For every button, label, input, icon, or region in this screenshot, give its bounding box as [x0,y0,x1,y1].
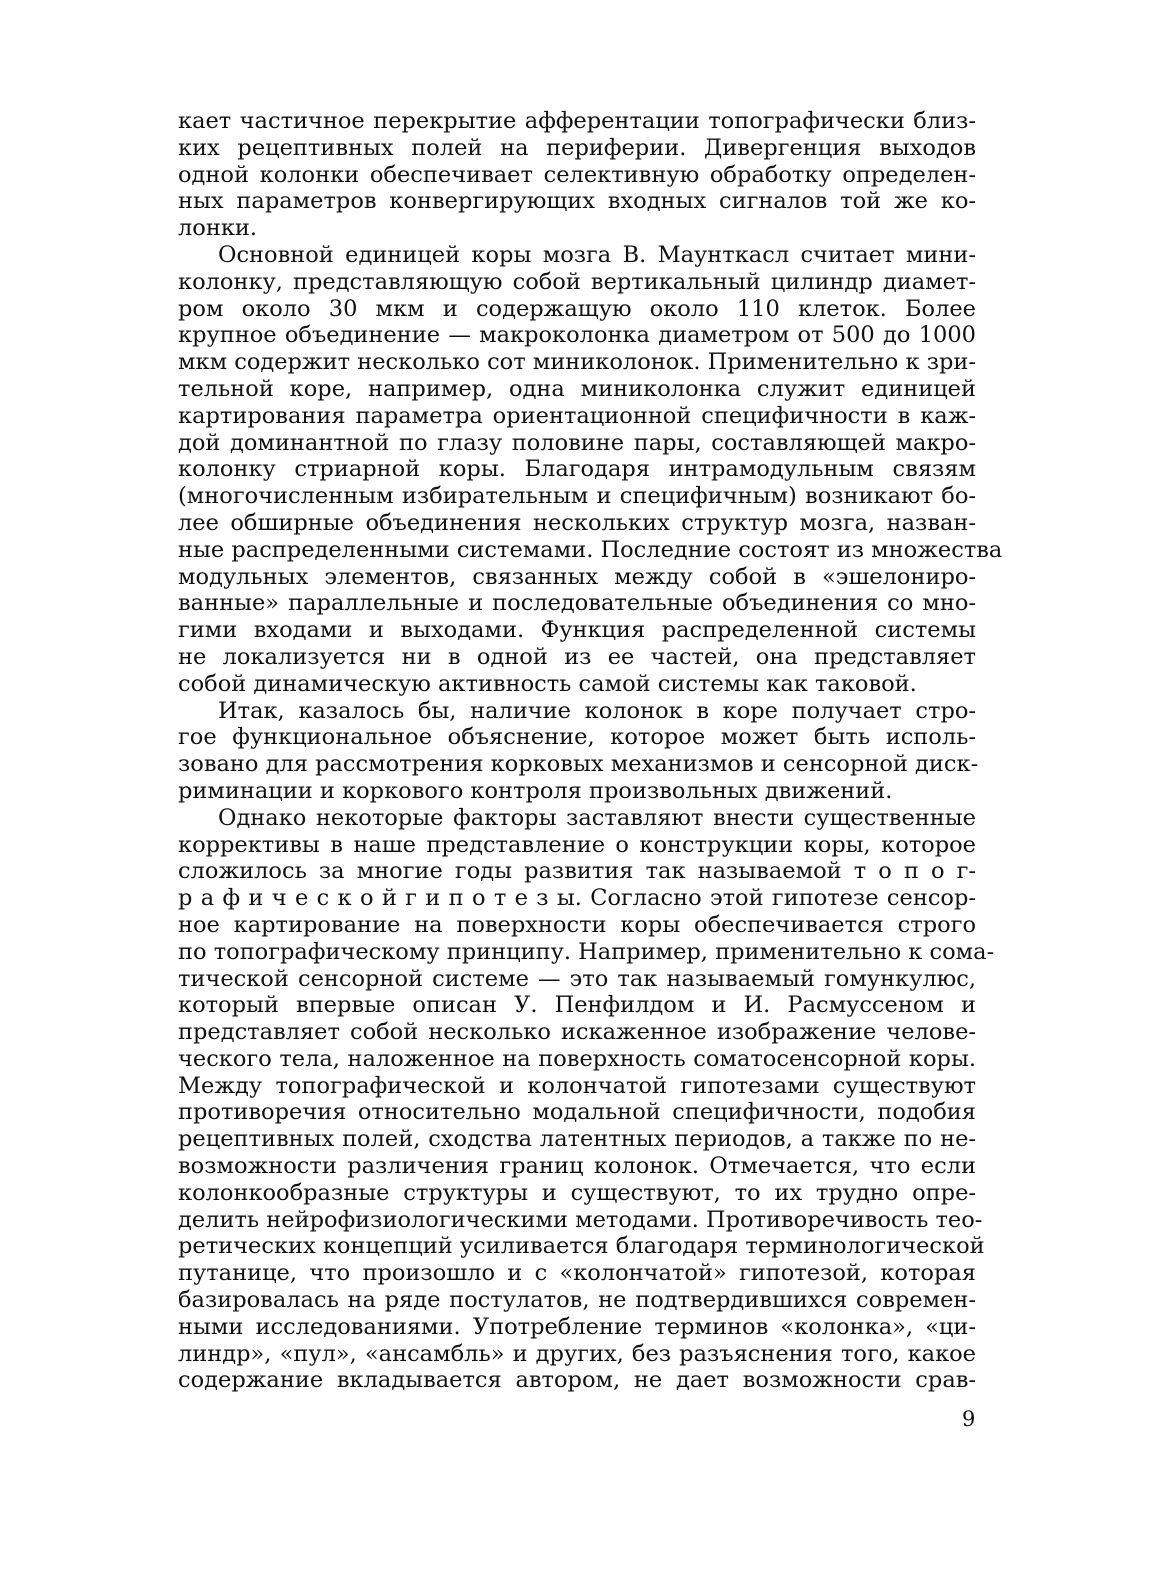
text-line: ких рецептивных полей на периферии. Дивергенция выходов [178,134,976,161]
text-line: колонкообразные структуры и существуют, то их трудно опре- [178,1179,976,1206]
text-line: коррективы в наше представление о конструкции коры, которое [178,831,976,858]
text-line: Однако некоторые факторы заставляют внести существенные [218,804,976,831]
text-line: крупное объединение — макроколонка диаметром от 500 до 1000 [178,322,976,349]
body-text [178,108,1003,1394]
text-line: Итак, казалось бы, наличие колонок в коре получает стро- [218,697,976,724]
text-line: колонку, представляющую собой вертикальный цилиндр диамет- [178,268,976,295]
text-line: ное картирование на поверхности коры обеспечивается строго [178,911,976,938]
text-line: который впервые описан У. Пенфилдом и И. Расмуссеном и [178,992,976,1019]
text-line: картирования параметра ориентационной специфичности в каж- [178,402,976,429]
text-line: одной колонки обеспечивает селективную обработку определен- [178,161,976,188]
text-line: рецептивных полей, сходства латентных периодов, а также по не- [178,1126,976,1153]
text-line: тельной коре, например, одна миниколонка служит единицей [178,375,976,402]
page-number: 9 [962,1407,976,1431]
text-line: р а ф и ч е с к о й г и п о т е з ы. Согласно этой гипотезе сенсор- [178,885,976,912]
text-line: ретических концепций усиливается благодаря терминологической [178,1233,985,1260]
text-line: мкм содержит несколько сот миниколонок. Применительно к зри- [178,349,976,376]
text-line: тической сенсорной системе — это так называемый гомункулюс, [178,965,976,992]
text-line: Основной единицей коры мозга В. Маунткасл считает мини- [218,241,976,268]
text-line: Между топографической и колончатой гипотезами существуют [178,1072,976,1099]
text-line: модульных элементов, связанных между собой в «эшелониро- [178,563,976,590]
text-line: гое функциональное объяснение, которое может быть исполь- [178,724,976,751]
text-line: ные распределенными системами. Последние состоят из множества [178,536,1003,563]
text-line: собой динамическую активность самой системы как таковой. [178,670,917,697]
text-line: ванные» параллельные и последовательные объединения со мно- [178,590,976,617]
text-line: делить нейрофизиологическими методами. Противоречивость тео- [178,1206,983,1233]
text-line: путанице, что произошло и с «колончатой» гипотезой, которая [178,1260,976,1287]
text-line: лонки. [178,215,258,242]
text-line: (многочисленным избирательным и специфичным) возникают бо- [178,483,976,510]
text-line: возможности различения границ колонок. Отмечается, что если [178,1153,976,1180]
text-line: зовано для рассмотрения корковых механизмов и сенсорной диск- [178,751,979,778]
text-line: базировалась на ряде постулатов, не подтвердившихся современ- [178,1287,976,1314]
text-line: ных параметров конвергирующих входных сигналов той же ко- [178,188,976,215]
text-line: содержание вкладывается автором, не дает возможности срав- [178,1367,976,1394]
text-line: сложилось за многие годы развития так называемой т о п о г- [178,858,976,885]
text-line: риминации и коркового контроля произвольных движений. [178,777,893,804]
text-line: линдр», «пул», «ансамбль» и других, без разъяснения того, какое [178,1340,976,1367]
text-line: представляет собой несколько искаженное изображение челове- [178,1019,976,1046]
text-line: колонку стриарной коры. Благодаря интрамодульным связям [178,456,976,483]
text-line: гими входами и выходами. Функция распределенной системы [178,617,976,644]
text-line: не локализуется ни в одной из ее частей, она представляет [178,643,976,670]
text-line: противоречия относительно модальной специфичности, подобия [178,1099,976,1126]
text-line: кает частичное перекрытие афферентации топографически близ- [178,108,976,134]
text-line: дой доминантной по глазу половине пары, составляющей макро- [178,429,976,456]
text-line: ными исследованиями. Употребление терминов «колонка», «ци- [178,1313,976,1340]
text-line: ческого тела, наложенное на поверхность соматосенсорной коры. [178,1045,976,1072]
text-line: ром около 30 мкм и содержащую около 110 клеток. Более [178,295,976,322]
text-line: по топографическому принципу. Например, применительно к сома- [178,938,995,965]
text-line: лее обширные объединения нескольких структур мозга, назван- [178,509,976,536]
